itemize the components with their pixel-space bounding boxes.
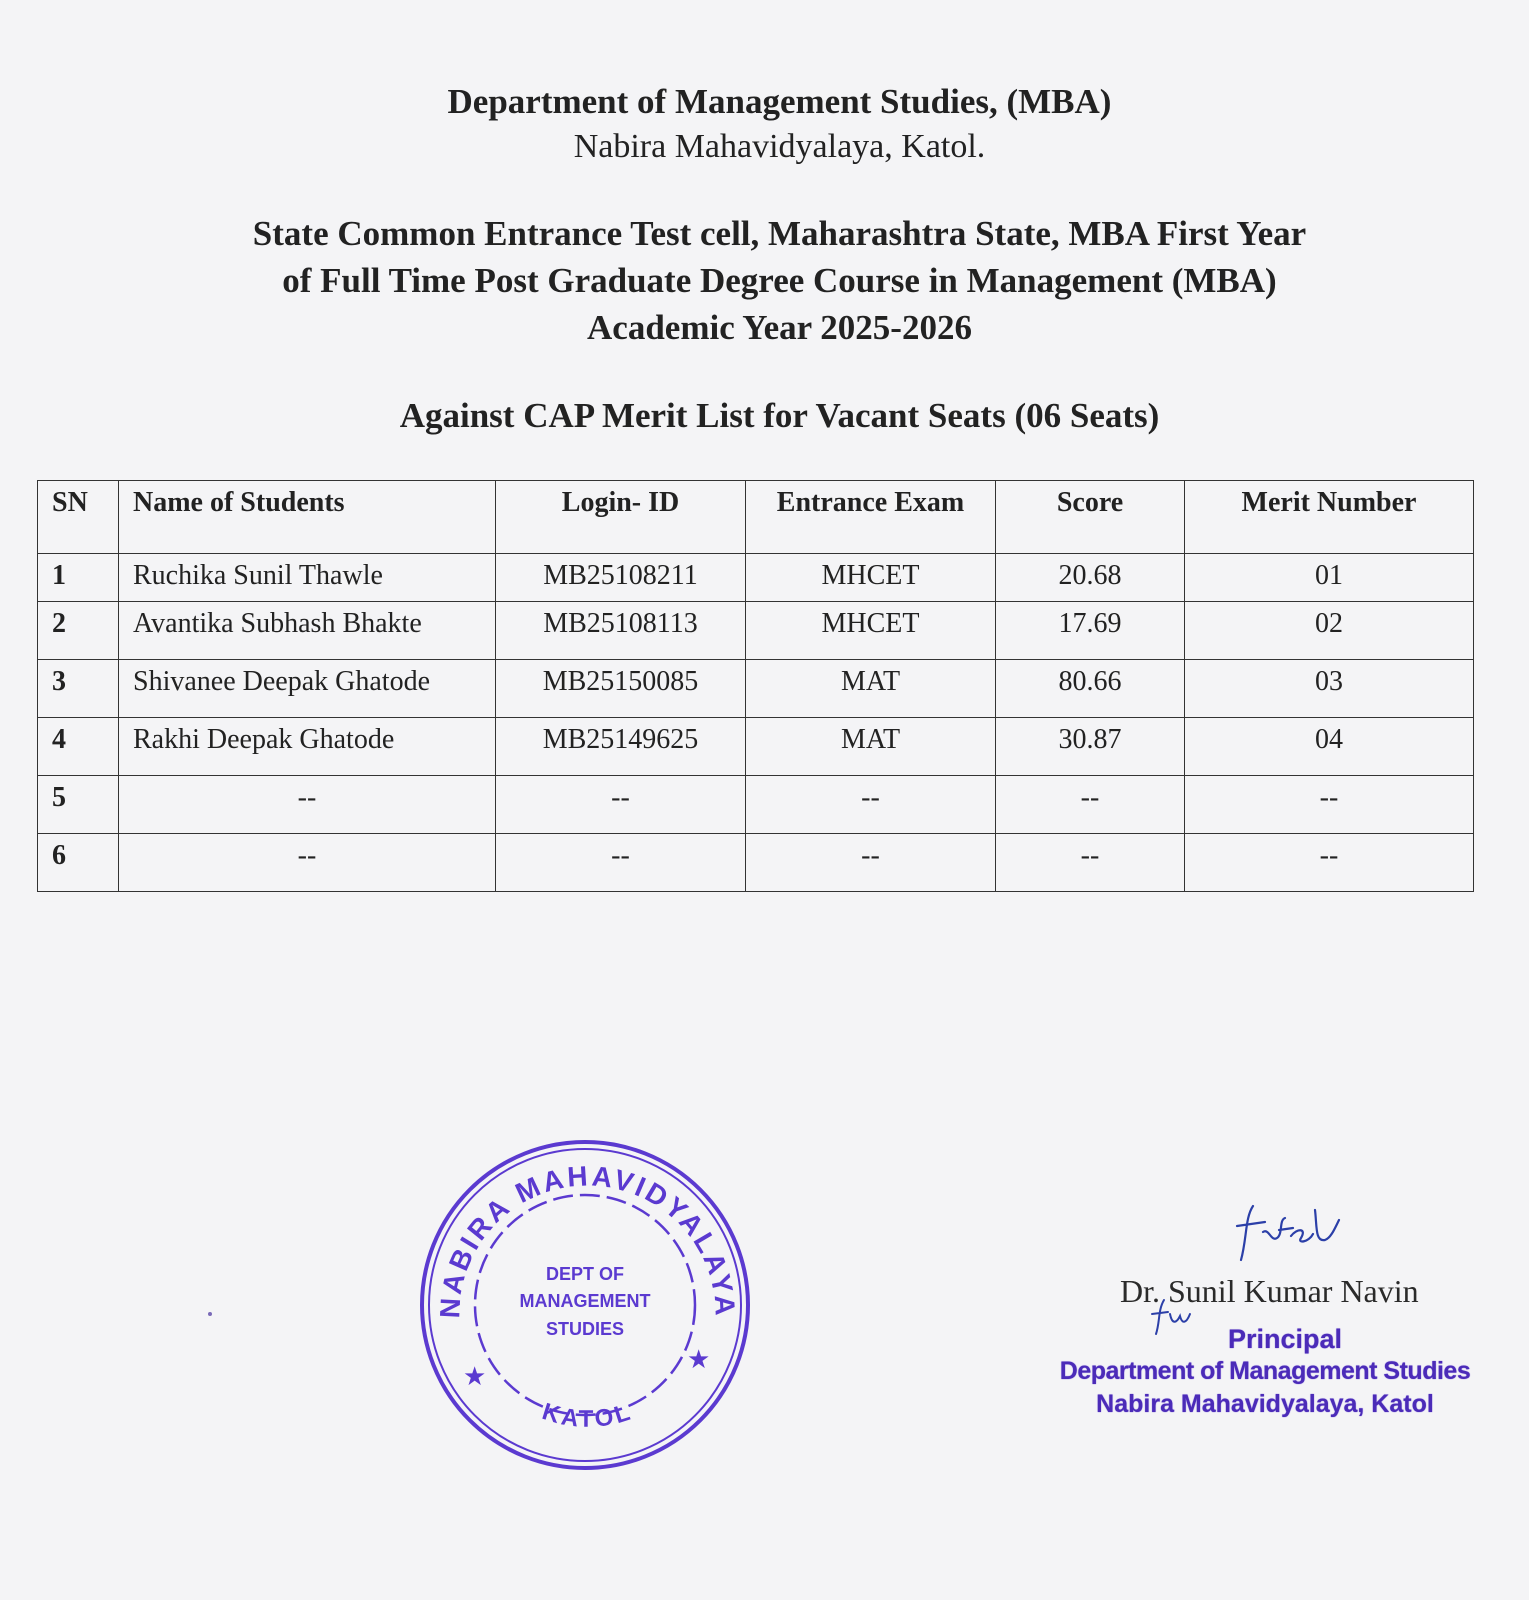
table-row (38, 776, 1474, 834)
merit-table (37, 480, 1474, 892)
cell-score: 80.66 (996, 660, 1185, 718)
seal-star-right-icon: ★ (687, 1345, 711, 1374)
cell-merit-number: -- (1185, 834, 1474, 892)
seal-inner-line-3: STUDIES (545, 1319, 625, 1339)
cell-score: 17.69 (996, 602, 1185, 660)
cell-merit-number: 02 (1185, 602, 1474, 660)
svg-text:KATOL (539, 1398, 636, 1433)
stamp-department: Department of Management Studies (1059, 1357, 1471, 1385)
signature-block (1020, 1198, 1510, 1438)
cell-entrance-exam: -- (746, 776, 996, 834)
signatory-name: Dr. Sunil Kumar Navin (1120, 1273, 1419, 1309)
cet-heading (30, 210, 1529, 351)
cet-heading-line-3: Academic Year 2025-2026 (587, 308, 972, 347)
cet-heading-line-1: State Common Entrance Test cell, Maharashtra State, MBA First Year (252, 214, 1307, 253)
cell-sn: 2 (38, 602, 119, 660)
college-name: Nabira Mahavidyalaya, Katol. (573, 128, 986, 165)
column-header-score: Score (996, 481, 1185, 554)
cell-login-id: MB25149625 (496, 718, 746, 776)
cell-merit-number: -- (1185, 776, 1474, 834)
ink-speck (208, 1312, 212, 1316)
cell-name: Ruchika Sunil Thawle (119, 554, 496, 602)
cell-name: Avantika Subhash Bhakte (119, 602, 496, 660)
column-header-sn: SN (38, 481, 119, 554)
cell-entrance-exam: MAT (746, 660, 996, 718)
cell-login-id: MB25108113 (496, 602, 746, 660)
cell-name: Shivanee Deepak Ghatode (119, 660, 496, 718)
table-row (38, 660, 1474, 718)
handwritten-signature (1235, 1198, 1345, 1268)
cell-sn: 5 (38, 776, 119, 834)
cell-entrance-exam: MAT (746, 718, 996, 776)
cell-score: 20.68 (996, 554, 1185, 602)
seal-bottom-text: KATOL (538, 1398, 637, 1433)
cell-score: -- (996, 776, 1185, 834)
table-header-row (38, 481, 1474, 554)
cell-sn: 6 (38, 834, 119, 892)
cell-sn: 3 (38, 660, 119, 718)
stamp-title: Principal (1227, 1324, 1343, 1354)
department-title: Department of Management Studies, (MBA) (447, 82, 1112, 121)
cell-score: 30.87 (996, 718, 1185, 776)
seal-inner-line-1: DEPT OF (545, 1264, 625, 1284)
cell-entrance-exam: MHCET (746, 602, 996, 660)
cell-score: -- (996, 834, 1185, 892)
cell-sn: 1 (38, 554, 119, 602)
column-header-entrance-exam: Entrance Exam (746, 481, 996, 554)
column-header-login-id: Login- ID (496, 481, 746, 554)
seal-inner-line-2: MANAGEMENT (519, 1291, 651, 1311)
seal-outer-text: NABIRA MAHAVIDYALAYA (434, 1160, 741, 1319)
stamp-college: Nabira Mahavidyalaya, Katol (1096, 1390, 1434, 1418)
column-header-name: Name of Students (119, 481, 496, 554)
cell-login-id: -- (496, 834, 746, 892)
cell-merit-number: 04 (1185, 718, 1474, 776)
merit-list-title: Against CAP Merit List for Vacant Seats (06 Seats) (399, 396, 1160, 435)
principal-stamp (1020, 1324, 1510, 1419)
cell-name: Rakhi Deepak Ghatode (119, 718, 496, 776)
cell-login-id: MB25150085 (496, 660, 746, 718)
table-row (38, 554, 1474, 602)
cell-entrance-exam: -- (746, 834, 996, 892)
cell-merit-number: 01 (1185, 554, 1474, 602)
cell-name: -- (119, 776, 496, 834)
cell-entrance-exam: MHCET (746, 554, 996, 602)
department-seal (415, 1135, 755, 1475)
cell-login-id: -- (496, 776, 746, 834)
column-header-merit-number: Merit Number (1185, 481, 1474, 554)
cet-heading-line-2: of Full Time Post Graduate Degree Course in Management (MBA) (282, 261, 1277, 300)
table-row (38, 834, 1474, 892)
table-row (38, 602, 1474, 660)
cell-sn: 4 (38, 718, 119, 776)
cell-merit-number: 03 (1185, 660, 1474, 718)
seal-star-left-icon: ★ (463, 1362, 487, 1391)
cell-name: -- (119, 834, 496, 892)
table-row (38, 718, 1474, 776)
cell-login-id: MB25108211 (496, 554, 746, 602)
